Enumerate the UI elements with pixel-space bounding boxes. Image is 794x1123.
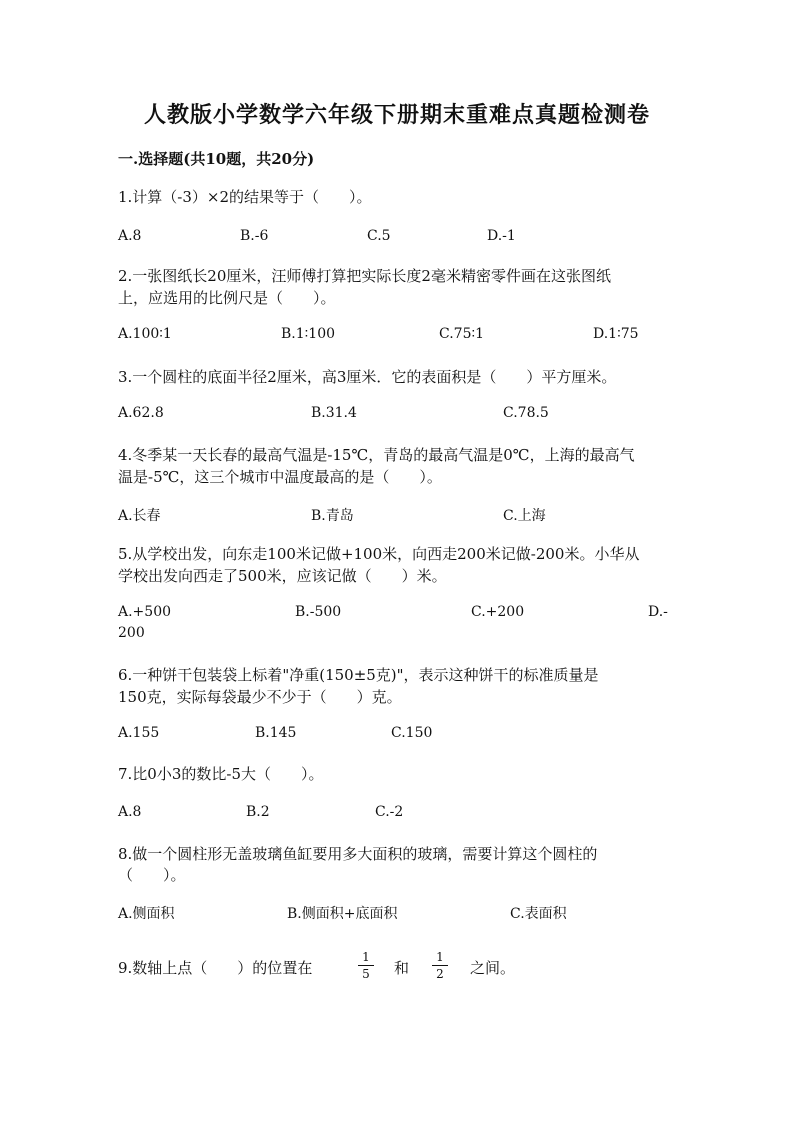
question-4-option-c[interactable]: C.上海 — [503, 508, 546, 524]
question-2-text-line-1: 2.一张图纸长20厘米，汪师傅打算把实际长度2毫米精密零件画在这张图纸 — [118, 267, 611, 285]
question-5-option-d[interactable]: D.- — [648, 604, 668, 620]
question-8-text-line-1: 8.做一个圆柱形无盖玻璃鱼缸要用多大面积的玻璃，需要计算这个圆柱的 — [118, 845, 598, 863]
question-6-text-line-1: 6.一种饼干包装袋上标着"净重(150±5克)"，表示这种饼干的标准质量是 — [118, 666, 599, 684]
question-2-option-b[interactable]: B.1∶100 — [281, 326, 336, 342]
question-1-option-c[interactable]: C.5 — [367, 228, 391, 244]
question-2-option-d[interactable]: D.1∶75 — [593, 326, 639, 342]
question-2-text-line-2: 上，应选用的比例尺是（ ）。 — [118, 289, 336, 307]
question-5-option-b[interactable]: B.-500 — [295, 604, 342, 620]
question-3-option-a[interactable]: A.62.8 — [118, 405, 164, 421]
question-1-option-a[interactable]: A.8 — [118, 228, 142, 244]
question-9-text-start: 9.数轴上点（ ）的位置在 — [118, 959, 313, 977]
question-1-text: 1.计算（-3）×2的结果等于（ ）。 — [118, 188, 372, 206]
question-7-text: 7.比0小3的数比-5大（ ）。 — [118, 765, 324, 783]
question-9-text-and: 和 — [394, 959, 410, 977]
fraction-2-denominator: 2 — [436, 967, 444, 981]
question-6-option-b[interactable]: B.145 — [255, 725, 297, 741]
question-5-text-line-2: 学校出发向西走了500米，应该记做（ ）米。 — [118, 567, 447, 585]
question-7-option-b[interactable]: B.2 — [246, 804, 270, 820]
question-8-option-b[interactable]: B.侧面积+底面积 — [287, 906, 398, 922]
question-8-option-a[interactable]: A.侧面积 — [118, 906, 175, 922]
question-9-text-end: 之间。 — [470, 959, 516, 977]
question-6-option-a[interactable]: A.155 — [118, 725, 160, 741]
question-9-fraction-2 — [432, 950, 448, 981]
fraction-1-numerator: 1 — [358, 950, 374, 966]
question-5-option-c[interactable]: C.+200 — [471, 604, 525, 620]
question-4-option-b[interactable]: B.青岛 — [311, 508, 354, 524]
question-5-option-a[interactable]: A.+500 — [118, 604, 172, 620]
question-8-option-c[interactable]: C.表面积 — [510, 906, 567, 922]
page-title: 人教版小学数学六年级下册期末重难点真题检测卷 — [143, 102, 650, 128]
question-4-text-line-1: 4.冬季某一天长春的最高气温是-15℃，青岛的最高气温是0℃，上海的最高气 — [118, 446, 635, 464]
question-2-option-c[interactable]: C.75∶1 — [439, 326, 485, 342]
question-6-text-line-2: 150克，实际每袋最少不少于（ ）克。 — [118, 688, 402, 706]
question-2-option-a[interactable]: A.100∶1 — [118, 326, 172, 342]
question-5-text-line-1: 5.从学校出发，向东走100米记做+100米，向西走200米记做-200米。小华从 — [118, 545, 640, 563]
question-1-option-d[interactable]: D.-1 — [487, 228, 516, 244]
question-3-option-b[interactable]: B.31.4 — [311, 405, 357, 421]
fraction-2-numerator: 1 — [432, 950, 448, 966]
section-heading: 一.选择题(共10题，共20分) — [118, 150, 315, 168]
question-3-option-c[interactable]: C.78.5 — [503, 405, 549, 421]
question-7-option-a[interactable]: A.8 — [118, 804, 142, 820]
question-6-option-c[interactable]: C.150 — [391, 725, 433, 741]
question-1-option-b[interactable]: B.-6 — [240, 228, 269, 244]
fraction-1-denominator: 5 — [362, 967, 370, 981]
question-3-text: 3.一个圆柱的底面半径2厘米，高3厘米．它的表面积是（ ）平方厘米。 — [118, 368, 617, 386]
question-4-text-line-2: 温是-5℃，这三个城市中温度最高的是（ ）。 — [118, 468, 442, 486]
question-9-fraction-1 — [358, 950, 374, 981]
question-8-text-line-2: （ ）。 — [118, 866, 186, 884]
question-4-option-a[interactable]: A.长春 — [118, 508, 161, 524]
question-7-option-c[interactable]: C.-2 — [375, 804, 404, 820]
question-5-option-d-continued: 200 — [118, 625, 145, 641]
